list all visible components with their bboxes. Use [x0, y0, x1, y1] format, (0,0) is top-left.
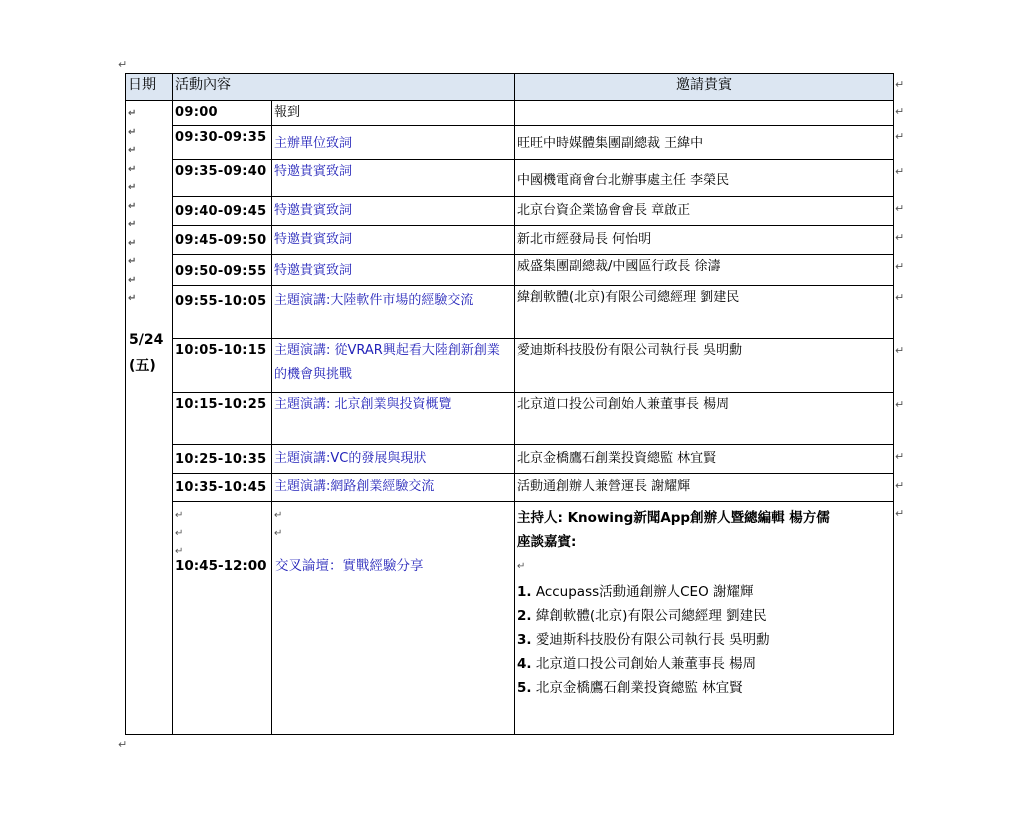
table-row — [126, 445, 894, 474]
time-cell: 09:35-09:40 — [173, 160, 272, 197]
row-end-mark: ↵ — [895, 130, 905, 143]
row-end-mark: ↵ — [895, 260, 905, 273]
forum-panel-label: 座談嘉賓: — [517, 534, 577, 550]
guest-cell — [515, 101, 894, 126]
date-cell — [126, 101, 173, 735]
row-end-mark: ↵ — [895, 344, 905, 357]
guest-cell: 活動通創辦人兼營運長 謝耀輝 — [515, 474, 894, 502]
activity-cell: 特邀貴賓致詞 — [272, 226, 515, 255]
row-end-mark: ↵ — [895, 479, 905, 492]
table-row — [126, 286, 894, 339]
activity-cell: 主題演講:大陸軟件市場的經驗交流 — [272, 286, 515, 339]
activity-cell: 報到 — [272, 101, 515, 126]
time-cell: 09:50-09:55 — [173, 255, 272, 286]
time-cell: 10:05-10:15 — [173, 339, 272, 393]
forum-host: 主持人: Knowing新聞App創辦人暨總編輯 楊方儒 — [517, 510, 830, 526]
header-guests: 邀請貴賓 — [515, 74, 894, 101]
row-end-mark: ↵ — [895, 231, 905, 244]
paragraph-mark: ↵ — [517, 561, 526, 572]
guest-cell: 北京台資企業協會會長 章啟正 — [515, 197, 894, 226]
row-end-mark: ↵ — [895, 291, 905, 304]
date-label — [129, 327, 163, 379]
guest-cell: 中國機電商會台北辦事處主任 李榮民 — [515, 160, 894, 197]
row-end-mark: ↵ — [895, 105, 905, 118]
weekday-value: (五) — [129, 358, 156, 374]
row-end-mark: ↵ — [895, 78, 905, 91]
time-cell: 10:25-10:35 — [173, 445, 272, 474]
forum-time: 10:45-12:00 — [175, 558, 267, 574]
row-end-mark: ↵ — [895, 450, 905, 463]
row-end-mark: ↵ — [895, 398, 905, 411]
table-row — [126, 126, 894, 160]
paragraph-mark: ↵ — [118, 738, 128, 751]
header-activity: 活動內容 — [173, 74, 515, 101]
paragraph-marks: ↵ ↵ ↵ ↵ ↵ ↵ ↵ ↵ ↵ ↵ ↵ — [128, 108, 137, 304]
guest-cell: 愛迪斯科技股份有限公司執行長 吳明勳 — [515, 339, 894, 393]
table-row — [126, 393, 894, 445]
row-end-mark: ↵ — [895, 202, 905, 215]
time-cell: 09:55-10:05 — [173, 286, 272, 339]
table-row — [126, 101, 894, 126]
forum-activity-cell: ↵ ↵ 交叉論壇：實戰經驗分享 — [272, 502, 515, 735]
time-cell: 09:00 — [173, 101, 272, 126]
guest-cell: 新北市經發局長 何怡明 — [515, 226, 894, 255]
guest-cell: 旺旺中時媒體集團副總裁 王緯中 — [515, 126, 894, 160]
activity-cell: 主辦單位致詞 — [272, 126, 515, 160]
forum-activity: 交叉論壇：實戰經驗分享 — [275, 558, 424, 574]
table-row — [126, 226, 894, 255]
table-row-forum — [126, 502, 894, 735]
forum-guest-cell — [515, 502, 894, 735]
paragraph-mark: ↵ — [118, 58, 128, 71]
activity-cell: 特邀貴賓致詞 — [272, 255, 515, 286]
forum-time-cell: ↵ ↵ ↵ 10:45-12:00 — [173, 502, 272, 735]
time-cell: 10:15-10:25 — [173, 393, 272, 445]
date-value: 5/24 — [129, 332, 164, 348]
table-row — [126, 197, 894, 226]
panelist-item: 5. 北京金橋鷹石創業投資總監 林宜賢 — [517, 680, 743, 696]
time-cell: 09:30-09:35 — [173, 126, 272, 160]
schedule-table — [125, 73, 894, 735]
guest-cell: 威盛集團副總裁/中國區行政長 徐濤 — [515, 255, 894, 286]
guest-cell: 北京道口投公司創始人兼董事長 楊周 — [515, 393, 894, 445]
activity-cell: 主題演講:網路創業經驗交流 — [272, 474, 515, 502]
activity-cell: 特邀貴賓致詞 — [272, 197, 515, 226]
panelist-item: 4. 北京道口投公司創始人兼董事長 楊周 — [517, 656, 757, 672]
panelist-item: 1. Accupass活動通創辦人CEO 謝耀輝 — [517, 584, 754, 600]
time-cell: 10:35-10:45 — [173, 474, 272, 502]
row-end-mark: ↵ — [895, 507, 905, 520]
activity-cell: 主題演講: 從VRAR興起看大陸創新創業的機會與挑戰 — [272, 339, 515, 393]
table-row — [126, 255, 894, 286]
table-header-row — [126, 74, 894, 101]
time-cell: 09:40-09:45 — [173, 197, 272, 226]
table-row — [126, 160, 894, 197]
table-row — [126, 339, 894, 393]
guest-cell: 北京金橋鷹石創業投資總監 林宜賢 — [515, 445, 894, 474]
activity-cell: 特邀貴賓致詞 — [272, 160, 515, 197]
row-end-mark: ↵ — [895, 165, 905, 178]
panelist-item: 2. 緯創軟體(北京)有限公司總經理 劉建民 — [517, 608, 767, 624]
guest-cell: 緯創軟體(北京)有限公司總經理 劉建民 — [515, 286, 894, 339]
table-row — [126, 474, 894, 502]
panelist-item: 3. 愛迪斯科技股份有限公司執行長 吳明勳 — [517, 632, 770, 648]
time-cell: 09:45-09:50 — [173, 226, 272, 255]
activity-cell: 主題演講: 北京創業與投資概覽 — [272, 393, 515, 445]
activity-cell: 主題演講:VC的發展與現狀 — [272, 445, 515, 474]
header-date: 日期 — [126, 74, 173, 101]
